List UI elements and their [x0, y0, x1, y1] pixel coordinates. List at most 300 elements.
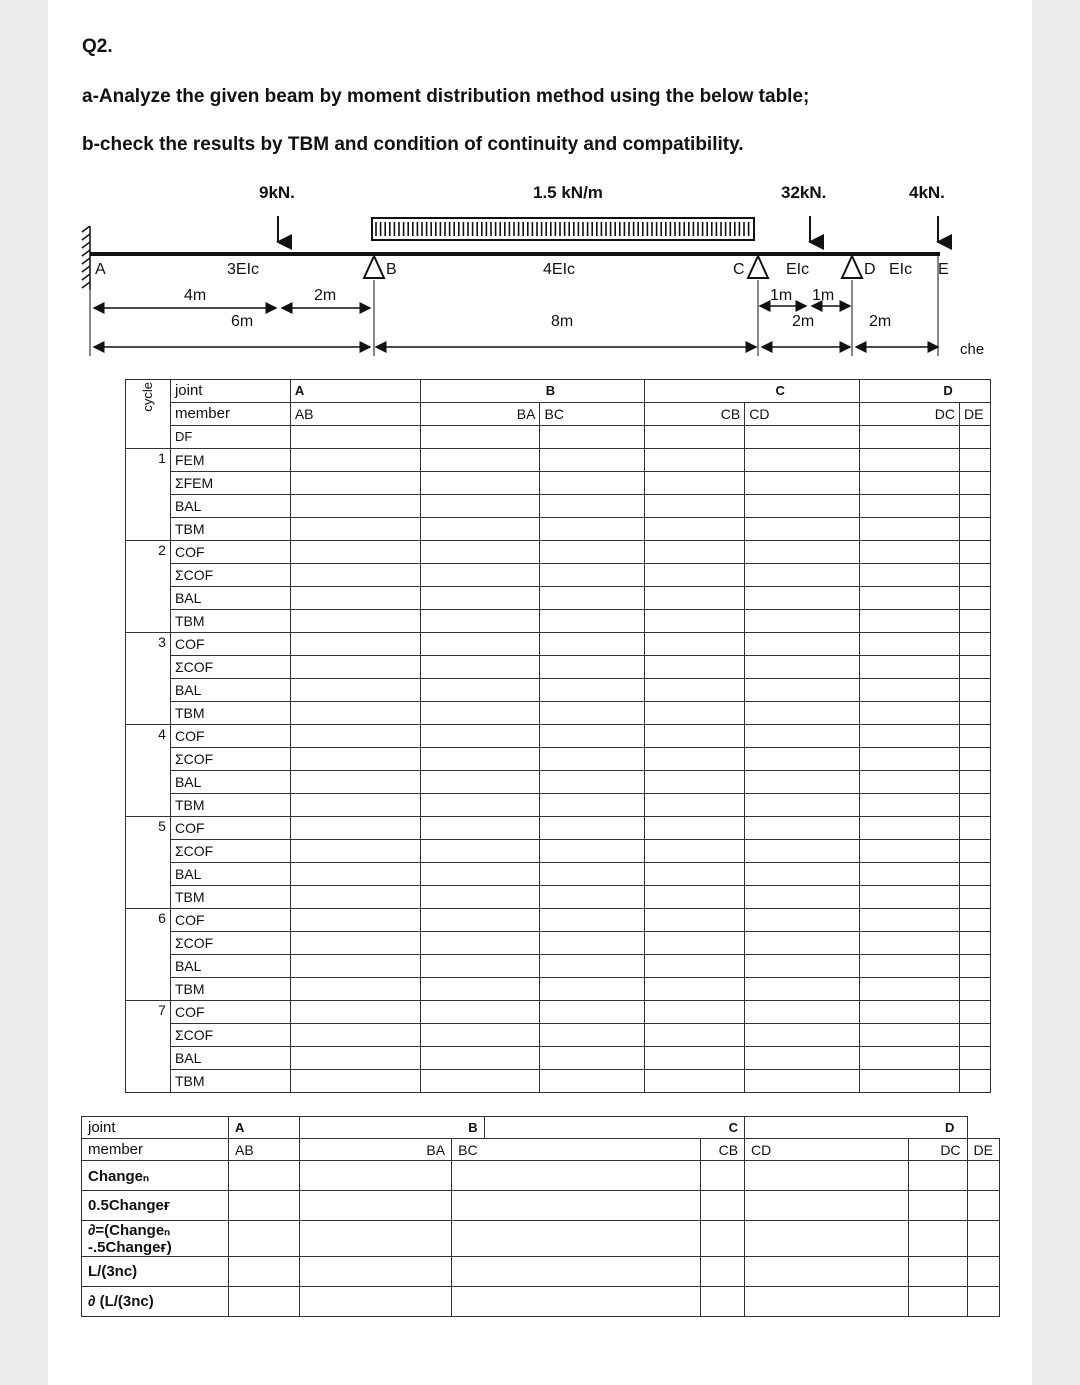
- md-value-cell: [420, 656, 540, 679]
- md-value-cell: [645, 1024, 745, 1047]
- row-label: ΣFEM: [170, 472, 290, 495]
- md-value-cell: [959, 495, 990, 518]
- md-value-cell: [645, 771, 745, 794]
- md-cycle-row: [126, 817, 991, 840]
- check-member-ab: AB: [229, 1139, 300, 1161]
- row-label: ΣCOF: [170, 840, 290, 863]
- md-value-cell: [290, 1047, 420, 1070]
- md-cycle-row: [126, 472, 991, 495]
- check-joint-a: A: [229, 1117, 300, 1139]
- md-value-cell: [860, 748, 960, 771]
- check-value-cell: [967, 1161, 999, 1191]
- md-value-cell: [540, 449, 645, 472]
- md-value-cell: [540, 932, 645, 955]
- md-value-cell: [959, 518, 990, 541]
- md-value-cell: [290, 518, 420, 541]
- md-value-cell: [290, 587, 420, 610]
- load-32kn-label: 32kN.: [781, 183, 827, 202]
- check-value-cell: [967, 1287, 999, 1317]
- check-value-cell: [229, 1257, 300, 1287]
- check-joint-label: joint: [82, 1117, 229, 1139]
- md-cycle-row: [126, 932, 991, 955]
- md-value-cell: [540, 1047, 645, 1070]
- md-value-cell: [745, 449, 860, 472]
- cycle-number: 7: [126, 1001, 171, 1093]
- support-d-label: D: [864, 261, 876, 278]
- row-label: FEM: [170, 449, 290, 472]
- md-value-cell: [745, 633, 860, 656]
- check-member-cb: CB: [701, 1139, 745, 1161]
- dim-4m-label: 4m: [184, 287, 207, 304]
- md-value-cell: [420, 1024, 540, 1047]
- md-value-cell: [959, 955, 990, 978]
- md-value-cell: [745, 679, 860, 702]
- md-value-cell: [645, 633, 745, 656]
- md-value-cell: [745, 863, 860, 886]
- md-cycle-row: [126, 564, 991, 587]
- dim-6m-label: 6m: [231, 313, 254, 330]
- md-value-cell: [645, 449, 745, 472]
- dim-8m-label: 8m: [551, 313, 574, 330]
- md-value-cell: [420, 817, 540, 840]
- md-value-cell: [745, 518, 860, 541]
- md-value-cell: [290, 1070, 420, 1093]
- md-value-cell: [745, 495, 860, 518]
- md-value-cell: [420, 932, 540, 955]
- md-cycle-row: [126, 748, 991, 771]
- md-value-cell: [959, 817, 990, 840]
- md-value-cell: [860, 863, 960, 886]
- joint-c: C: [645, 380, 860, 403]
- md-cycle-row: [126, 886, 991, 909]
- check-value-cell: [229, 1161, 300, 1191]
- md-value-cell: [645, 794, 745, 817]
- md-value-cell: [420, 587, 540, 610]
- row-label: TBM: [170, 794, 290, 817]
- md-value-cell: [540, 518, 645, 541]
- md-value-cell: [420, 495, 540, 518]
- md-value-cell: [290, 817, 420, 840]
- md-value-cell: [860, 564, 960, 587]
- check-value-cell: [452, 1191, 701, 1221]
- row-label: TBM: [170, 702, 290, 725]
- md-value-cell: [645, 495, 745, 518]
- md-value-cell: [420, 702, 540, 725]
- check-value-cell: [452, 1257, 701, 1287]
- md-value-cell: [290, 771, 420, 794]
- md-value-cell: [290, 679, 420, 702]
- stiffness-bc-label: 4EIc: [543, 261, 576, 278]
- row-label: TBM: [170, 886, 290, 909]
- md-value-cell: [420, 863, 540, 886]
- check-table: [81, 1116, 1000, 1317]
- md-value-cell: [860, 771, 960, 794]
- check-member-label: member: [82, 1139, 229, 1161]
- md-value-cell: [645, 541, 745, 564]
- check-data-row: [82, 1161, 1000, 1191]
- md-cycle-row: [126, 610, 991, 633]
- md-value-cell: [959, 679, 990, 702]
- md-value-cell: [420, 1001, 540, 1024]
- support-d: [842, 256, 862, 278]
- check-value-cell: [967, 1191, 999, 1221]
- check-value-cell: [229, 1191, 300, 1221]
- md-value-cell: [959, 863, 990, 886]
- md-value-cell: [540, 725, 645, 748]
- support-e-label: E: [938, 261, 949, 278]
- md-value-cell: [645, 955, 745, 978]
- check-member-bc: BC: [452, 1139, 701, 1161]
- row-label: TBM: [170, 1070, 290, 1093]
- md-value-cell: [645, 564, 745, 587]
- check-data-row: [82, 1257, 1000, 1287]
- check-member-de: DE: [967, 1139, 999, 1161]
- md-value-cell: [860, 518, 960, 541]
- md-value-cell: [959, 449, 990, 472]
- md-value-cell: [745, 909, 860, 932]
- md-value-cell: [290, 978, 420, 1001]
- md-value-cell: [290, 449, 420, 472]
- md-value-cell: [420, 1070, 540, 1093]
- md-value-cell: [420, 564, 540, 587]
- md-value-cell: [420, 794, 540, 817]
- md-value-cell: [745, 748, 860, 771]
- md-value-cell: [290, 426, 420, 449]
- md-value-cell: [959, 909, 990, 932]
- row-label: BAL: [170, 863, 290, 886]
- md-value-cell: [745, 840, 860, 863]
- md-value-cell: [645, 426, 745, 449]
- member-de: DE: [959, 403, 990, 426]
- md-value-cell: [745, 587, 860, 610]
- cycle-number: 3: [126, 633, 171, 725]
- md-value-cell: [540, 886, 645, 909]
- md-value-cell: [959, 771, 990, 794]
- md-cycle-row: [126, 495, 991, 518]
- md-value-cell: [645, 1001, 745, 1024]
- row-label: TBM: [170, 978, 290, 1001]
- md-value-cell: [420, 518, 540, 541]
- md-value-cell: [540, 587, 645, 610]
- md-value-cell: [540, 472, 645, 495]
- check-value-cell: [967, 1257, 999, 1287]
- md-value-cell: [420, 426, 540, 449]
- md-cycle-row: [126, 725, 991, 748]
- md-value-cell: [860, 1001, 960, 1024]
- md-value-cell: [290, 1024, 420, 1047]
- md-value-cell: [290, 909, 420, 932]
- check-row-label: 0.5Changeғ: [82, 1191, 229, 1221]
- md-cycle-row: [126, 656, 991, 679]
- md-value-cell: [540, 495, 645, 518]
- md-value-cell: [540, 610, 645, 633]
- md-value-cell: [959, 794, 990, 817]
- md-value-cell: [860, 587, 960, 610]
- stiffness-de-label: EIc: [889, 261, 913, 278]
- md-cycle-row: [126, 840, 991, 863]
- md-value-cell: [745, 656, 860, 679]
- md-value-cell: [745, 886, 860, 909]
- md-cycle-row: [126, 978, 991, 1001]
- md-cycle-row: [126, 771, 991, 794]
- md-value-cell: [959, 978, 990, 1001]
- row-label: ΣCOF: [170, 748, 290, 771]
- md-value-cell: [420, 610, 540, 633]
- load-udl-label: 1.5 kN/m: [533, 183, 603, 202]
- check-value-cell: [300, 1191, 452, 1221]
- check-value-cell: [300, 1257, 452, 1287]
- md-value-cell: [745, 702, 860, 725]
- md-value-cell: [290, 702, 420, 725]
- md-value-cell: [745, 426, 860, 449]
- support-c-label: C: [733, 261, 745, 278]
- md-cycle-row: [126, 541, 991, 564]
- md-cycle-row: [126, 863, 991, 886]
- member-dc: DC: [860, 403, 960, 426]
- md-value-cell: [959, 932, 990, 955]
- md-value-cell: [860, 955, 960, 978]
- md-value-cell: [860, 909, 960, 932]
- md-value-cell: [420, 886, 540, 909]
- moment-distribution-table: [125, 379, 991, 1093]
- check-joint-row: [82, 1117, 1000, 1139]
- md-value-cell: [860, 495, 960, 518]
- row-label: BAL: [170, 771, 290, 794]
- md-value-cell: [745, 1001, 860, 1024]
- row-label: ΣCOF: [170, 656, 290, 679]
- md-value-cell: [420, 771, 540, 794]
- check-value-cell: [300, 1221, 452, 1257]
- md-value-cell: [745, 541, 860, 564]
- md-value-cell: [290, 633, 420, 656]
- md-value-cell: [745, 817, 860, 840]
- md-value-cell: [290, 472, 420, 495]
- md-value-cell: [420, 449, 540, 472]
- md-value-cell: [420, 472, 540, 495]
- md-value-cell: [290, 610, 420, 633]
- md-value-cell: [540, 702, 645, 725]
- md-value-cell: [959, 633, 990, 656]
- md-value-cell: [540, 817, 645, 840]
- md-value-cell: [959, 702, 990, 725]
- md-value-cell: [540, 1070, 645, 1093]
- md-cycle-row: [126, 909, 991, 932]
- md-cycle-row: [126, 1070, 991, 1093]
- md-value-cell: [420, 541, 540, 564]
- row-label: BAL: [170, 955, 290, 978]
- md-value-cell: [420, 978, 540, 1001]
- md-value-cell: [290, 840, 420, 863]
- check-joint-d: D: [745, 1117, 968, 1139]
- row-label: COF: [170, 541, 290, 564]
- dim-2m-de-label: 2m: [869, 313, 892, 330]
- md-value-cell: [745, 725, 860, 748]
- md-value-cell: [540, 955, 645, 978]
- check-value-cell: [745, 1257, 909, 1287]
- dim-1m-b-label: 1m: [812, 287, 835, 304]
- md-value-cell: [860, 656, 960, 679]
- md-value-cell: [959, 610, 990, 633]
- md-value-cell: [860, 932, 960, 955]
- md-cycle-row: [126, 679, 991, 702]
- md-value-cell: [540, 541, 645, 564]
- md-cycle-row: [126, 587, 991, 610]
- md-value-cell: [645, 679, 745, 702]
- md-value-cell: [540, 656, 645, 679]
- joint-b: B: [420, 380, 645, 403]
- md-value-cell: [290, 564, 420, 587]
- row-label: COF: [170, 817, 290, 840]
- md-value-cell: [645, 978, 745, 1001]
- joint-d: D: [860, 380, 991, 403]
- md-value-cell: [290, 932, 420, 955]
- md-value-cell: [290, 495, 420, 518]
- md-value-cell: [959, 587, 990, 610]
- md-value-cell: [290, 725, 420, 748]
- question-part-b: b-check the results by TBM and condition of continuity and compatibility.: [82, 134, 744, 155]
- member-cd: CD: [745, 403, 860, 426]
- md-value-cell: [540, 863, 645, 886]
- check-value-cell: [701, 1287, 745, 1317]
- check-member-ba: BA: [300, 1139, 452, 1161]
- md-value-cell: [860, 702, 960, 725]
- md-value-cell: [420, 909, 540, 932]
- md-value-cell: [645, 840, 745, 863]
- md-value-cell: [745, 771, 860, 794]
- check-joint-c: C: [484, 1117, 744, 1139]
- md-value-cell: [420, 1047, 540, 1070]
- md-value-cell: [860, 1024, 960, 1047]
- md-value-cell: [959, 1024, 990, 1047]
- md-value-cell: [745, 794, 860, 817]
- md-cycle-row: [126, 633, 991, 656]
- check-value-cell: [452, 1221, 701, 1257]
- md-cycle-row: [126, 1024, 991, 1047]
- md-value-cell: [959, 748, 990, 771]
- md-value-cell: [645, 817, 745, 840]
- md-value-cell: [290, 886, 420, 909]
- md-value-cell: [420, 748, 540, 771]
- check-value-cell: [229, 1287, 300, 1317]
- md-value-cell: [290, 1001, 420, 1024]
- md-value-cell: [540, 771, 645, 794]
- check-value-cell: [229, 1221, 300, 1257]
- md-value-cell: [745, 472, 860, 495]
- check-value-cell: [452, 1287, 701, 1317]
- member-ba: BA: [420, 403, 540, 426]
- md-value-cell: [645, 748, 745, 771]
- md-value-cell: [860, 426, 960, 449]
- md-cycle-row: [126, 702, 991, 725]
- md-value-cell: [959, 1047, 990, 1070]
- md-value-cell: [860, 472, 960, 495]
- md-value-cell: [290, 541, 420, 564]
- md-value-cell: [959, 1070, 990, 1093]
- md-value-cell: [645, 587, 745, 610]
- md-cycle-row: [126, 1001, 991, 1024]
- cycle-label: cycle: [139, 382, 155, 412]
- md-value-cell: [645, 1070, 745, 1093]
- md-value-cell: [745, 1047, 860, 1070]
- md-value-cell: [645, 702, 745, 725]
- md-value-cell: [290, 955, 420, 978]
- check-row-label: L/(3nc): [82, 1257, 229, 1287]
- md-value-cell: [645, 518, 745, 541]
- stiffness-ab-label: 3EIc: [227, 261, 260, 278]
- check-value-cell: [701, 1191, 745, 1221]
- cycle-number: 6: [126, 909, 171, 1001]
- md-value-cell: [540, 633, 645, 656]
- md-value-cell: [745, 932, 860, 955]
- md-value-cell: [540, 679, 645, 702]
- check-value-cell: [745, 1287, 909, 1317]
- joint-label: joint: [170, 380, 290, 403]
- check-value-cell: [745, 1221, 909, 1257]
- md-value-cell: [959, 541, 990, 564]
- check-value-cell: [967, 1221, 999, 1257]
- row-label: COF: [170, 725, 290, 748]
- question-number: Q2.: [82, 36, 113, 57]
- md-value-cell: [540, 909, 645, 932]
- md-value-cell: [420, 955, 540, 978]
- load-9kn-label: 9kN.: [259, 183, 295, 202]
- support-b: [364, 256, 384, 278]
- row-label: ΣCOF: [170, 1024, 290, 1047]
- md-value-cell: [959, 840, 990, 863]
- dim-2m-cd-label: 2m: [792, 313, 815, 330]
- check-member-dc: DC: [908, 1139, 967, 1161]
- md-df-row: [126, 426, 991, 449]
- md-value-cell: [860, 794, 960, 817]
- md-value-cell: [290, 794, 420, 817]
- md-value-cell: [540, 794, 645, 817]
- cycle-number: 1: [126, 449, 171, 541]
- row-label: COF: [170, 909, 290, 932]
- check-value-cell: [908, 1257, 967, 1287]
- check-row-label: ∂=(Changeₙ -.5Changeғ): [82, 1221, 229, 1257]
- md-value-cell: [860, 610, 960, 633]
- md-value-cell: [540, 1001, 645, 1024]
- md-value-cell: [860, 633, 960, 656]
- check-value-cell: [745, 1161, 909, 1191]
- check-joint-b: B: [300, 1117, 484, 1139]
- check-value-cell: [701, 1161, 745, 1191]
- md-value-cell: [645, 909, 745, 932]
- md-value-cell: [860, 817, 960, 840]
- check-value-cell: [908, 1287, 967, 1317]
- md-value-cell: [645, 1047, 745, 1070]
- row-label: TBM: [170, 518, 290, 541]
- md-value-cell: [959, 656, 990, 679]
- md-value-cell: [420, 840, 540, 863]
- check-data-row: [82, 1221, 1000, 1257]
- row-label: BAL: [170, 495, 290, 518]
- md-value-cell: [860, 886, 960, 909]
- check-value-cell: [300, 1287, 452, 1317]
- member-bc: BC: [540, 403, 645, 426]
- dim-1m-a-label: 1m: [770, 287, 793, 304]
- md-value-cell: [540, 564, 645, 587]
- md-value-cell: [959, 426, 990, 449]
- md-value-cell: [860, 978, 960, 1001]
- check-member-cd: CD: [745, 1139, 909, 1161]
- md-value-cell: [645, 472, 745, 495]
- md-value-cell: [860, 725, 960, 748]
- df-label: DF: [170, 426, 290, 449]
- md-value-cell: [540, 978, 645, 1001]
- stiffness-cd-label: EIc: [786, 261, 810, 278]
- check-value-cell: [908, 1191, 967, 1221]
